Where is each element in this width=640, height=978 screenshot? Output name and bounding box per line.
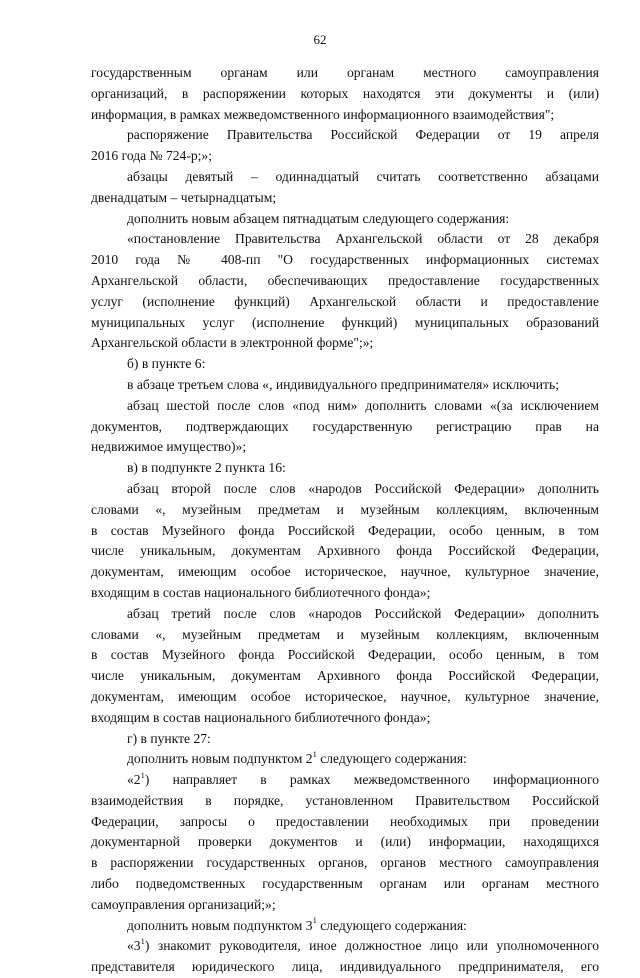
text-line: взаимодействия в порядке, установленном Правительством Российской: [91, 792, 599, 808]
text-line: [91, 770, 599, 791]
text-line: услуг (исполнение функций) Архангельской области и предоставление: [91, 293, 599, 309]
paragraph-subpoint-2-text: [91, 770, 599, 916]
text-line: 2016 года № 724-р;»;: [91, 148, 213, 164]
text-line: документам, имеющим особое историческое, научное, культурное значение,: [91, 688, 599, 704]
text-line: муниципальных услуг (исполнение функций) муниципальных образований: [91, 314, 599, 330]
text-fragment: ) знакомит руководителя, иное должностное лицо или уполномоченного: [144, 938, 599, 954]
text-line: абзац третий после слов «народов Российской Федерации» дополнить: [127, 605, 599, 621]
paragraph: [91, 396, 599, 458]
text-line: в состав Музейного фонда Российской Федерации, особо ценным, в том: [91, 522, 599, 538]
text-line: абзацы девятый – одиннадцатый считать соответственно абзацами: [127, 168, 599, 184]
document-body: [91, 63, 599, 978]
text-line: [91, 916, 599, 937]
paragraph-add-subpoint-2: [91, 749, 599, 770]
text-fragment: «2: [127, 772, 141, 788]
paragraph: [91, 63, 599, 125]
superscript: 1: [140, 770, 145, 780]
paragraph: [91, 604, 599, 729]
paragraph: [91, 209, 599, 230]
paragraph: [91, 354, 599, 375]
paragraph-add-subpoint-3: [91, 916, 599, 937]
text-line: либо подведомственных государственным органам или органам местного: [91, 876, 599, 892]
text-line: дополнить новым абзацем пятнадцатым следующего содержания:: [127, 210, 510, 226]
text-line: словами «, музейным предметам и музейным коллекциям, включенным: [91, 626, 599, 642]
paragraph: [91, 229, 599, 354]
text-fragment: дополнить новым подпунктом 3: [127, 917, 313, 933]
text-fragment: следующего содержания:: [316, 751, 467, 767]
text-line: двенадцатым – четырнадцатым;: [91, 189, 277, 205]
text-line: «постановление Правительства Архангельской области от 28 декабря: [127, 231, 599, 247]
text-line: 2010 года № 408-пп "О государственных информационных системах: [91, 252, 599, 268]
text-line: словами «, музейным предметам и музейным коллекциям, включенным: [91, 501, 599, 517]
paragraph: [91, 375, 599, 396]
paragraph-subpoint-3-text: [91, 936, 599, 978]
text-line: числе уникальным, документам Архивного фонда Российской Федерации,: [91, 543, 599, 559]
text-line: представителя юридического лица, индивидуального предпринимателя, его: [91, 959, 599, 975]
text-fragment: «3: [127, 938, 141, 954]
paragraph: [91, 167, 599, 209]
text-line: распоряжение Правительства Российской Федерации от 19 апреля: [127, 127, 599, 143]
text-line: б) в пункте 6:: [127, 356, 206, 372]
superscript: 1: [312, 749, 317, 759]
text-line: входящим в состав национального библиотечного фонда»;: [91, 584, 431, 600]
text-line: [91, 749, 599, 770]
text-line: самоуправления организаций;»;: [91, 896, 276, 912]
text-fragment: следующего содержания:: [316, 917, 467, 933]
text-line: недвижимое имущество)»;: [91, 439, 247, 455]
superscript: 1: [312, 915, 317, 926]
text-line: абзац шестой после слов «под ним» дополнить словами «(за исключением: [127, 397, 599, 413]
text-line: в состав Музейного фонда Российской Федерации, особо ценным, в том: [91, 647, 599, 663]
text-line: в распоряжении государственных органов, органов местного самоуправления: [91, 855, 599, 871]
text-line: г) в пункте 27:: [127, 730, 211, 746]
text-line: абзац второй после слов «народов Российской Федерации» дополнить: [127, 480, 599, 496]
paragraph: [91, 458, 599, 479]
text-fragment: ) направляет в рамках межведомственного информационного: [144, 772, 599, 788]
text-line: организаций, в распоряжении которых находятся эти документы и (или): [91, 85, 599, 101]
paragraph: [91, 125, 599, 167]
text-line: документов, подтверждающих государственную регистрацию прав на: [91, 418, 599, 434]
text-line: информация, в рамках межведомственного информационного взаимодействия";: [91, 106, 555, 122]
text-fragment: дополнить новым подпунктом 2: [127, 751, 313, 767]
text-line: Архангельской области в электронной форме";»;: [91, 335, 374, 351]
text-line: государственным органам или органам местного самоуправления: [91, 65, 599, 80]
text-line: в абзаце третьем слова «, индивидуального предпринимателя» исключить;: [127, 376, 559, 392]
text-line: документарной проверки документов и (или) информации, находящихся: [91, 834, 599, 850]
page-number: 62: [313, 32, 327, 47]
paragraph: [91, 729, 599, 750]
text-line: Архангельской области, обеспечивающих предоставление государственных: [91, 272, 599, 288]
text-line: числе уникальным, документам Архивного фонда Российской Федерации,: [91, 668, 599, 684]
text-line: в) в подпункте 2 пункта 16:: [127, 460, 286, 476]
paragraph: [91, 479, 599, 604]
text-line: входящим в состав национального библиотечного фонда»;: [91, 709, 431, 725]
text-line: Федерации, запросы о предоставлении необходимых при проведении: [91, 813, 599, 829]
superscript: 1: [140, 936, 145, 946]
text-line: [91, 936, 599, 957]
text-line: документам, имеющим особое историческое, научное, культурное значение,: [91, 564, 599, 580]
